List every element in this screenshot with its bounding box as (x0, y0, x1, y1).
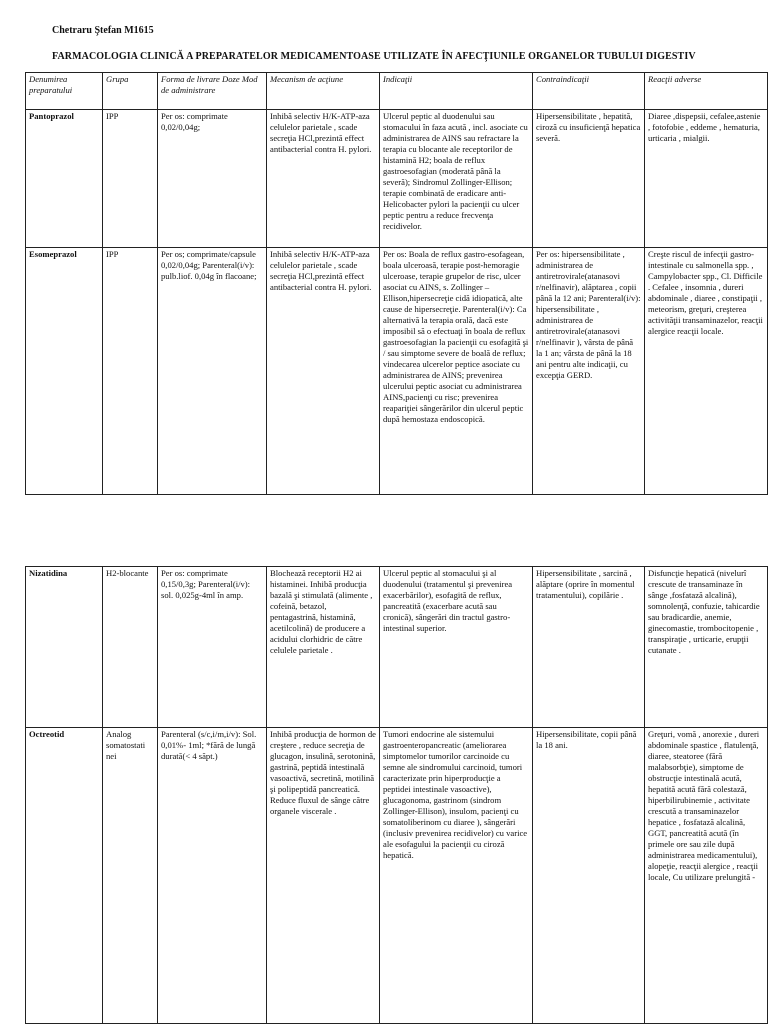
drug-name: Octreotid (26, 728, 103, 1024)
header-form: Forma de livrare Doze Mod de administrare (158, 73, 267, 110)
header-name: Denumirea preparatului (26, 73, 103, 110)
drug-form: Per os: comprimate 0,02/0,04g; (158, 110, 267, 248)
author-name: Chetraru Ştefan M1615 (52, 25, 154, 36)
drug-group: H2-blocante (103, 567, 158, 728)
drug-form: Parenteral (s/c,i/m,i/v): Sol. 0,01%- 1ml; *fără de lungă durată(< 4 săpt.) (158, 728, 267, 1024)
table-row (26, 248, 768, 495)
drug-name: Nizatidina (26, 567, 103, 728)
drug-group: IPP (103, 110, 158, 248)
drug-contraindications: Hipersensibilitate , hepatită, ciroză cu insuficienţă hepatica severă. (533, 110, 645, 248)
drug-adverse: Greţuri, vomă , anorexie , dureri abdominale spastice , flatulenţă, diaree, steatoree (fără malabsorbţie), simptome de obstrucţie intestinală acută, hepatită acută fără colestază, hiperbilirubinemie , activitate crescută a transaminazelor hepatice , fosfatază alcalină, GGT, pancreatită acută (în primele ore sau zile după administrarea medicamentului), alopeţie, reacţii alergice , reacţii locale, Cu utilizare prelungită - (645, 728, 768, 1024)
header-adverse: Reacţii adverse (645, 73, 768, 110)
drug-table-page-top (25, 72, 768, 495)
drug-table-page-bottom (25, 566, 768, 1024)
drug-name: Esomeprazol (26, 248, 103, 495)
drug-group: IPP (103, 248, 158, 495)
drug-contraindications: Hipersensibilitate , sarcină , alăptare (oprire în momentul tratamentului), copilărie . (533, 567, 645, 728)
header-contraindications: Contraindicaţii (533, 73, 645, 110)
drug-form: Per os; comprimate/capsule 0,02/0,04g; Parenteral(i/v): pulb.liof. 0,04g în flacoane; (158, 248, 267, 495)
table-header-row (26, 73, 768, 110)
drug-contraindications: Hipersensibilitate, copii până la 18 ani. (533, 728, 645, 1024)
table-row (26, 728, 768, 1024)
drug-group: Analog somatostati nei (103, 728, 158, 1024)
drug-indications: Tumori endocrine ale sistemului gastroenteropancreatic (ameliorarea simptomelor tumorilor carcinoide cu semne ale sindromului carcinoid, tumori caracterizate prin hiperproducţie a peptidei intestinale vasoactive), glucagonoma, gastrinom (sindrom Zollinger-Ellison), insulom, pacienţi cu somatoliberinom cu diaree ), sângerări (inclusiv prevenirea recidivelor) cu varice ale esofagului la pacienţii cu ciroză hepatică. (380, 728, 533, 1024)
drug-indications: Ulcerul peptic al stomacului şi al duodenului (tratamentul şi prevenirea exacerbărilor), esofagită de reflux, pancreatită (exacerbare acută sau cronică), sângerări din tractul gastro-intestinal superior. (380, 567, 533, 728)
drug-indications: Ulcerul peptic al duodenului sau stomacului în faza acută , incl. asociate cu administrarea de AINS sau refractare la terapia cu blocante ale receptorilor de histamină H2; boala de reflux gastroesofagian (moderată până la severă); Sindromul Zollinger-Ellison; terapie combinată de eradicare anti-Helicobacter pylori la pacienţii cu ulcer peptic pentru a reduce frecvenţa recidivelor. (380, 110, 533, 248)
drug-adverse: Diaree ,dispepsii, cefalee,astenie , fotofobie , eddeme , hematuria, urticaria , mialgii. (645, 110, 768, 248)
drug-mechanism: Blochează receptorii H2 ai histaminei. Inhibă producţia bazală şi stimulată (alimente , cofeină, betazol, pentagastrină, histamină, acetilcolină) de producere a acidului clorhidric de către celulele parietale . (267, 567, 380, 728)
table-row (26, 567, 768, 728)
table-row (26, 110, 768, 248)
drug-adverse: Disfuncţie hepatică (nivelurî crescute de transaminaze în sânge ,fosfatază alcalină), somnolenţă, confuzie, tahicardie sau bradicardie, anemie, ginecomastie, trombocitopenie , transpiraţie , urticarie, erupţii cutanate . (645, 567, 768, 728)
drug-contraindications: Per os: hipersensibilitate , administrarea de antiretrovirale(atanasovi r/nelfinavir), alăptarea , copii până la 12 ani; Parenteral(i/v): hipersensibilitate , administrarea de antiretrovirale(atanasovi r/nelfinavir ), vârsta de până la 1 an; vârsta de până la 18 ani pentru alte indicaţii, cu excepţia GERD. (533, 248, 645, 495)
header-mechanism: Mecanism de acţiune (267, 73, 380, 110)
drug-adverse: Creşte riscul de infecţii gastro-intestinale cu salmonella spp. , Campylobacter spp., Cl. Difficile . Cefalee , insomnia , dureri abdominale , diaree , constipaţii , meteorism, greţuri, creşterea activităţii transaminazelor, reacţii alergice reacţii locale. (645, 248, 768, 495)
drug-mechanism: Inhibă selectiv H/K-ATP-aza celulelor parietale , scade secreţia HCl,prezintă effect antibacterial contra H. pylori. (267, 110, 380, 248)
drug-mechanism: Inhibă selectiv H/K-ATP-aza celulelor parietale , scade secreţia HCl,prezintă effect antibacterial contra H. pylori. (267, 248, 380, 495)
document-title: FARMACOLOGIA CLINICĂ A PREPARATELOR MEDICAMENTOASE UTILIZATE ÎN AFECŢIUNILE ORGANELOR TUBULUI DIGESTIV (52, 51, 696, 62)
header-indications: Indicaţii (380, 73, 533, 110)
drug-mechanism: Inhibă producţia de hormon de creştere , reduce secreţia de glucagon, insulină, serotonină, gastrină, peptidă intestinală vasoactivă, secretină, motilină şi polipeptidă pancreatică. Reduce fluxul de sânge către organele viscerale . (267, 728, 380, 1024)
drug-name: Pantoprazol (26, 110, 103, 248)
drug-indications: Per os: Boala de reflux gastro-esofagean, boala ulceroasă, terapie post-hemoragie ulceroase, terapie grupelor de risc, ulcer asociat cu AINS, s. Zollinger – Ellison,hipersecreţie cidă idiopatică, alte cause de hipersecreţie. Parenteral(i/v): Ca alternativă la terapia orală, dacă este imposibil să o efectuaţi în boala de reflux gastroesofagian la pacienţii cu esofagită şi / sau simptome severe de boală de reflux; vindecarea ulcerelor peptice asociate cu administrarea de AINS; prevenirea ulcerului peptic asociat cu administrarea AINS,pacienţi cu risc; prevenirea reapariţiei sângerărilor din ulcerul peptic după hemostaza endoscopică. (380, 248, 533, 495)
drug-form: Per os: comprimate 0,15/0,3g; Parenteral(i/v): sol. 0,025g-4ml în amp. (158, 567, 267, 728)
header-group: Grupa (103, 73, 158, 110)
